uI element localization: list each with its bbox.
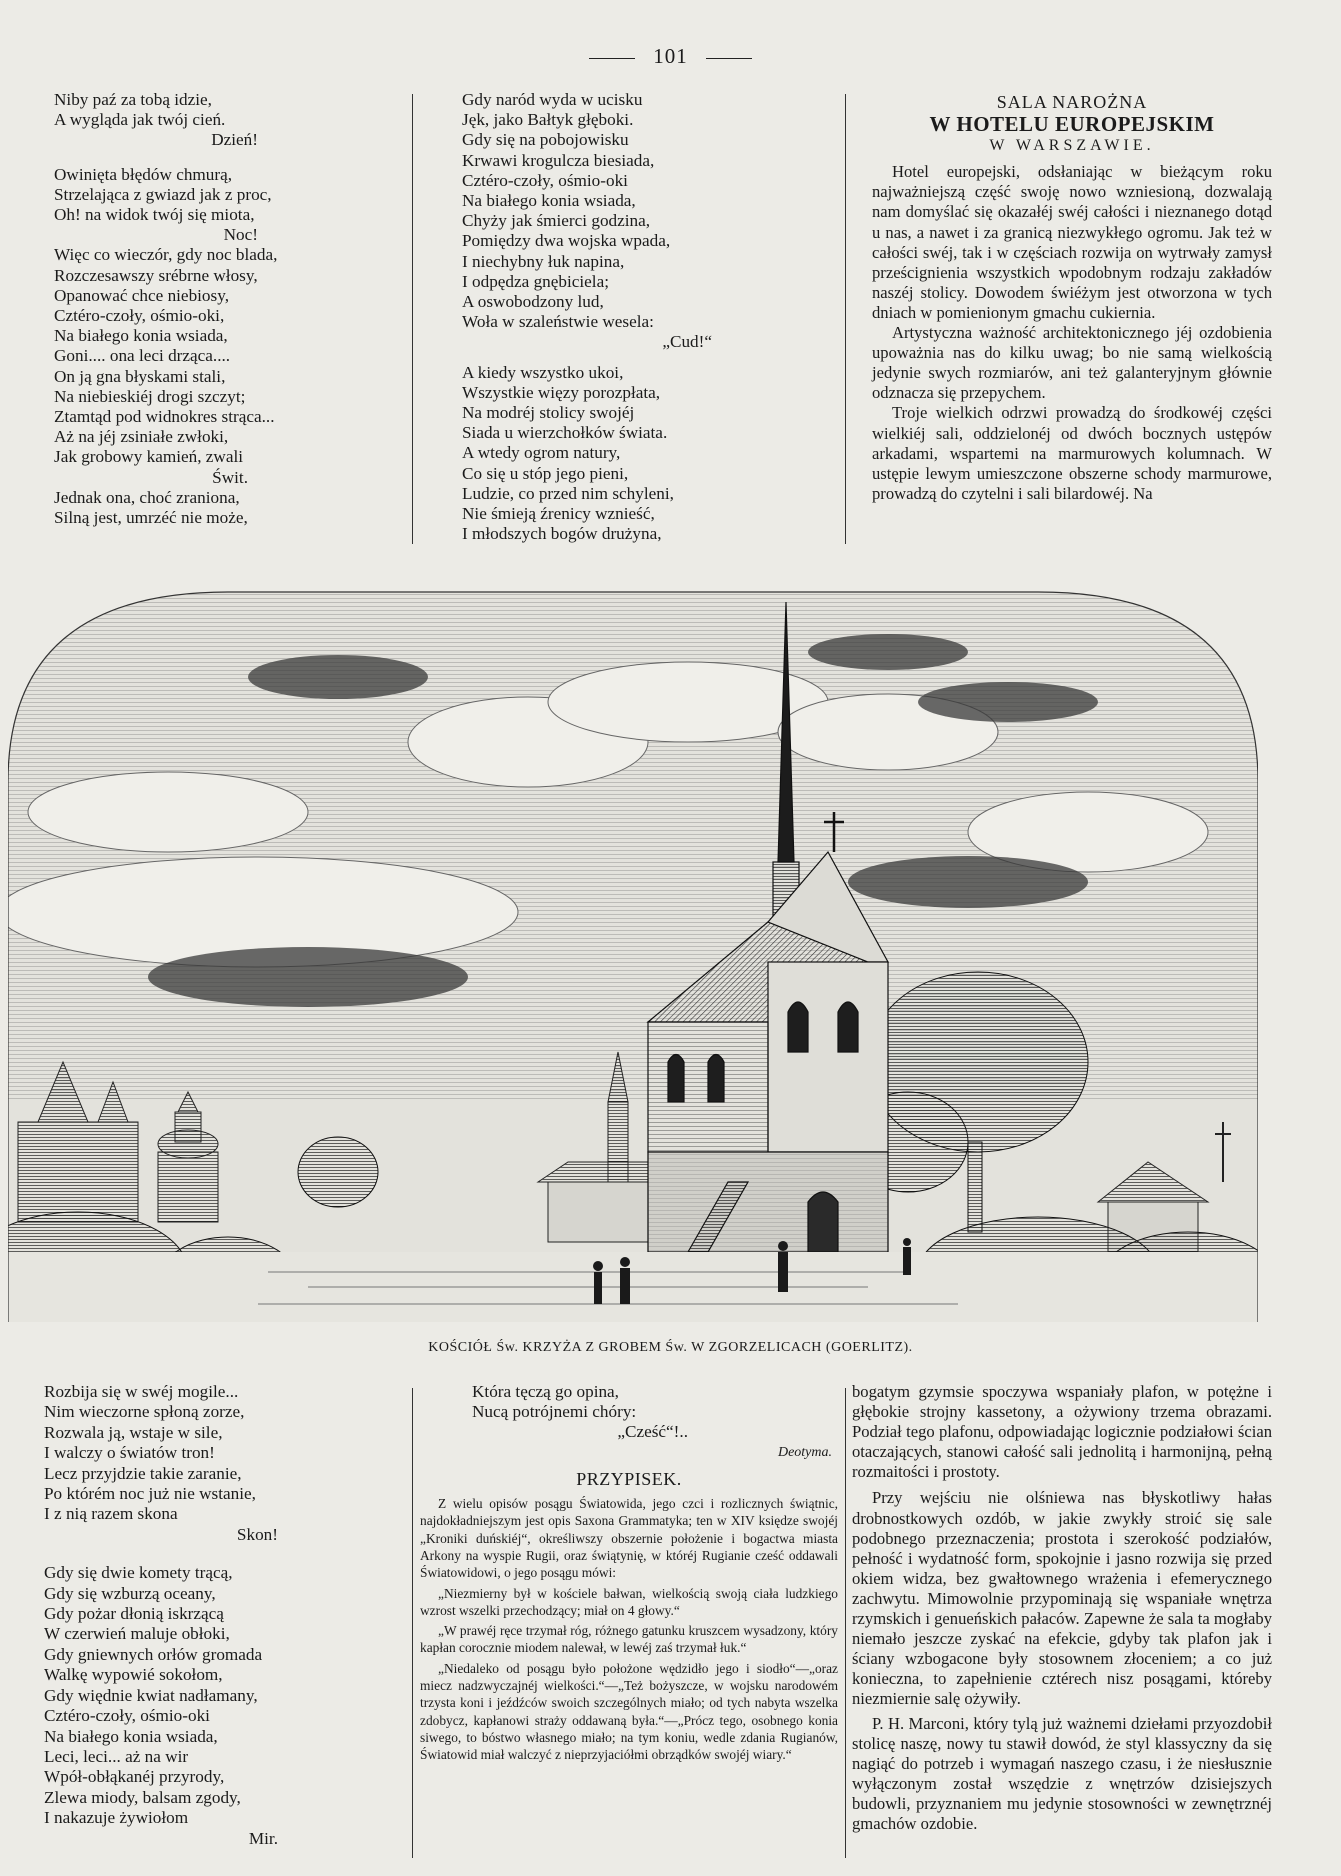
poem-line: Niby paź za tobą idzie,	[54, 90, 212, 109]
article-top-column	[872, 92, 1272, 504]
poem-line: Aż na jéj zsiniałe zwłoki,	[54, 427, 229, 447]
article-paragraph: Artystyczna ważność architektonicznego jéj ozdobienia upoważnia nas do kilku uwag; bo nie samą wielkością jedynie swych rozmiarów, ani też galanteryjnym głównie odznacza się przepychem.	[872, 323, 1272, 403]
poem-line: Lecz przyjdzie takie zaranie,	[44, 1463, 242, 1483]
poem-line: Co się u stóp jego pieni,	[462, 463, 629, 483]
poem-line: Strzelająca z gwiazd jak z proc,	[54, 184, 272, 204]
note-paragraph: Z wielu opisów posągu Światowida, jego czci i rozlicznych świątnic, najdokładniejszym jest opis Saxona Grammatyka; ten w XIV księdze swojéj „Kroniki duńskiéj“, określiwszy obszernie położenie i bogactwa miasta Arkony na wyspie Rugii, oraz świątynię, w któréj Rugianie cześć oddawali Światowidowi, o jego posągu mówi:	[420, 1496, 838, 1581]
page-number	[0, 44, 1341, 69]
poem-line: Nie śmieją źrenicy wznieść,	[462, 504, 655, 524]
poem-line: Wpół-obłąkanéj przyrody,	[44, 1767, 225, 1787]
page-number-rule-left	[589, 58, 635, 59]
poem-line: Ludzie, co przed nim schyleni,	[462, 483, 674, 503]
poem-line: Pomiędzy dwa wojska wpada,	[462, 231, 671, 251]
poem-line: I walczy o światów tron!	[44, 1443, 215, 1463]
poem-line: Zlewa miody, balsam zgody,	[44, 1787, 241, 1807]
poem-refrain: „Cześć“!..	[617, 1422, 688, 1442]
poem-line: I odpędza gnębiciela;	[462, 271, 609, 291]
poem-refrain: „Cud!“	[662, 332, 712, 352]
page-number-text: 101	[653, 44, 688, 68]
article-bottom-column	[852, 1382, 1272, 1834]
poem-refrain: Mir.	[248, 1828, 278, 1848]
column-rule	[845, 94, 846, 544]
poem-line: Gdy gniewnych orłów gromada	[44, 1644, 263, 1664]
poem-top-col2	[462, 90, 832, 544]
poem-line: I młodszych bogów drużyna,	[462, 524, 662, 544]
note-heading: PRZYPISEK.	[576, 1468, 682, 1489]
poem-bottom-col1	[38, 1382, 368, 1849]
article-paragraph: Troje wielkich odrzwi prowadzą do środkowéj części wielkiéj sali, oddzielonéj od dwóch bocznych ustępów arkadami, wspartemi na marmurowych kolumnach. W ustępie lewym umieszczone obszerne schody marmurowe, prowadzą do czytelni i sali bilardowéj. Na	[872, 403, 1272, 503]
poem-line: Silną jest, umrzéć nie może,	[54, 508, 248, 528]
poem-refrain: Skon!	[236, 1524, 278, 1544]
poem-line: Leci, leci... aż na wir	[44, 1746, 189, 1766]
illustration-caption: KOŚCIÓŁ Św. KRZYŻA Z GROBEM Św. W ZGORZELICACH (GOERLITZ).	[428, 1340, 913, 1355]
poem-refrain: Świt.	[212, 467, 248, 487]
stanza-gap	[38, 1545, 368, 1563]
poem-line: Siada u wierzchołków świata.	[462, 423, 668, 443]
poem-line: Ztamtąd pod widnokres strąca...	[54, 407, 275, 427]
poem-line: I z nią razem skona	[44, 1504, 178, 1524]
column-rule	[412, 1388, 413, 1858]
article-title-line1: SALA NAROŻNA	[996, 92, 1148, 112]
column-rule	[845, 1388, 846, 1858]
article-paragraph: bogatym gzymsie spoczywa wspaniały plafon, w potężne i głębokie strojny kassetony, a ożywiony trzema obrazami. Podział tego plafonu, odpowiadając logicznie podziałowi ścian otaczających, stanowi całość sali jednolitą i harmonijną, pełną rozmaitości i prostoty.	[852, 1382, 1272, 1482]
poem-line: Cztéro-czoły, ośmio-oki,	[54, 306, 225, 326]
article-paragraph: Przy wejściu nie olśniewa nas błyskotliwy hałas drobnostkowych ozdób, w jakie zwykły stroić się sale podobnego przeznaczenia; prostota i szerokość podziałów, pełność i wydatność form, spokojnie i jasno rozwija się przed okiem widza, bez gwałtownego wrażenia i efemerycznego zachwytu. Mimowolnie przypominają się wspaniałe wnętrza rzymskich i genueńskich pałaców. Zapewne że sala ta mogłaby niemało jeszcze zyskać na efekcie, gdyby tak plafon jak i ściany wzbogacone były stosownem złoceniem; a co już konieczna, to zapełnienie cztérech nisz posągami, któreby niezmiernie salę ożywiły.	[852, 1488, 1272, 1709]
poem-line: Po którém noc już nie wstanie,	[44, 1484, 256, 1504]
poem-line: Która tęczą go opina,	[472, 1382, 619, 1401]
poem-line: Cztéro-czoły, ośmio-oki	[462, 170, 628, 190]
note-body	[420, 1495, 838, 1763]
poem-line: A kiedy wszystko ukoi,	[462, 362, 624, 382]
church-engraving-illustration	[8, 582, 1258, 1322]
poem-line: Nim wieczorne spłoną zorze,	[44, 1402, 245, 1422]
poem-line: Gdy pożar dłonią iskrzącą	[44, 1604, 224, 1624]
poem-top-col1	[38, 90, 358, 528]
poem-line: Walkę wypowié sokołom,	[44, 1665, 223, 1685]
poem-line: Więc co wieczór, gdy noc blada,	[54, 245, 278, 265]
poem-line: Nucą potrójnemi chóry:	[472, 1402, 637, 1422]
column-rule	[412, 94, 413, 544]
poem-line: W czerwień maluje obłoki,	[44, 1624, 230, 1644]
author-signature: Deotyma.	[777, 1444, 832, 1460]
poem-line: Opanować chce niebiosy,	[54, 285, 229, 305]
poem-line: A oswobodzony lud,	[462, 292, 604, 312]
article-paragraph: Hotel europejski, odsłaniając w bieżącym roku najważniejszą część swoję nowo wzniesioną, dozwalają nam domyślać się okazałéj swéj całości i nieznanego dotąd u nas, a nawet i za granicą niezwykłego ogromu. Jak też w całości swéj, tak i w częściach rozwija on wytrwały zamysł prześcignienia wszystkich wpodobnym rodzaju zakładów naszéj stolicy. Dowodem świéżym jest otworzona w tych dniach w pomienionym gmachu cukiernia.	[872, 162, 1272, 322]
page-number-rule-right	[706, 58, 752, 59]
poem-line: Na niebieskiéj drogi szczyt;	[54, 386, 246, 406]
stanza-gap	[38, 151, 358, 165]
poem-line: Na białego konia wsiada,	[462, 191, 636, 211]
poem-line: Jednak ona, choć zraniona,	[54, 487, 240, 507]
poem-line: I nakazuje żywiołom	[44, 1808, 189, 1828]
poem-line: Gdy się wzburzą oceany,	[44, 1583, 216, 1603]
poem-line: I niechybny łuk napina,	[462, 251, 625, 271]
poem-line: Gdy więdnie kwiat nadłamany,	[44, 1685, 258, 1705]
stanza-gap	[462, 353, 832, 363]
poem-line: Gdy się dwie komety trącą,	[44, 1563, 233, 1583]
poem-line: Cztéro-czoły, ośmio-oki	[44, 1706, 210, 1726]
poem-refrain: Noc!	[223, 225, 258, 245]
note-paragraph: „Niedaleko od posągu było położone wędzidło jego i siodło“—„oraz miecz nadzwyczajnéj wielkości.“—„Też bożyszcze, w wojsku narodowém trzysta koni i jeźdźców swoich szczególnych miało; od tych nabyta wszelka zdobycz, kapłanowi straży oddawaną była.“—„Prócz tego, osobnego konia siwego, to bóstwo własnego miało; na tym koniu, wedle zdania Rugianów, Światowid miał walczyć z nieprzyjaciółmi obrządków swojéj wiary.“	[420, 1660, 838, 1763]
poem-line: Gdy naród wyda w ucisku	[462, 90, 643, 109]
article-paragraph: P. H. Marconi, który tylą już ważnemi dziełami przyozdobił stolicę naszę, nowy tu stawił dowód, że styl klassyczny da się nagiąć do potrzeb i wymagań naszego czasu, i że niesłusznie wyłączonym został wszędzie z wnętrzów dzisiejszych budowli, przyznaniem mu jedynie stosowności w zewnętrznéj gmachów ozdobie.	[852, 1713, 1272, 1833]
poem-line: Na modréj stolicy swojéj	[462, 403, 635, 423]
poem-line: A wygląda jak twój cień.	[54, 110, 226, 130]
poem-line: Na białego konia wsiada,	[54, 326, 228, 346]
note-paragraph: „Niezmierny był w kościele bałwan, wielkością swoją ciała ludzkiego wzrost wszelki przechodzący; miał on 4 głowy.“	[420, 1585, 838, 1618]
poem-line: Rozwala ją, wstaje w sile,	[44, 1422, 223, 1442]
poem-line: Goni.... ona leci drząca....	[54, 346, 231, 366]
article-title-line2: W HOTELU EUROPEJSKIM	[929, 112, 1215, 137]
poem-line: Jak grobowy kamień, zwali	[54, 447, 244, 467]
poem-line: Owinięta błędów chmurą,	[54, 164, 233, 184]
poem-line: Jęk, jako Bałtyk głęboki.	[462, 110, 634, 130]
poem-line: Chyży jak śmierci godzina,	[462, 211, 651, 231]
poem-line: Na białego konia wsiada,	[44, 1726, 218, 1746]
poem-line: Krwawi krogulcza biesiada,	[462, 150, 655, 170]
poem-line: On ją gna błyskami stali,	[54, 366, 226, 386]
poem-line: Gdy się na pobojowisku	[462, 130, 629, 150]
poem-bottom-col2	[420, 1382, 838, 1766]
poem-line: Woła w szaleństwie wesela:	[462, 312, 654, 332]
poem-line: A wtedy ogrom natury,	[462, 443, 621, 463]
poem-line: Rozbija się w swéj mogile...	[44, 1382, 239, 1401]
note-paragraph: „W prawéj ręce trzymał róg, różnego gatunku kruszcem wysadzony, który kapłan corocznie miodem nalewał, w lewéj zaś trzymał łuk.“	[420, 1623, 838, 1656]
poem-line: Oh! na widok twój się miota,	[54, 205, 255, 225]
poem-line: Wszystkie więzy porozpłata,	[462, 382, 661, 402]
poem-refrain: Dzień!	[211, 130, 258, 150]
article-title-line3: W WARSZAWIE.	[989, 137, 1155, 155]
poem-line: Rozczesawszy srébrne włosy,	[54, 265, 258, 285]
